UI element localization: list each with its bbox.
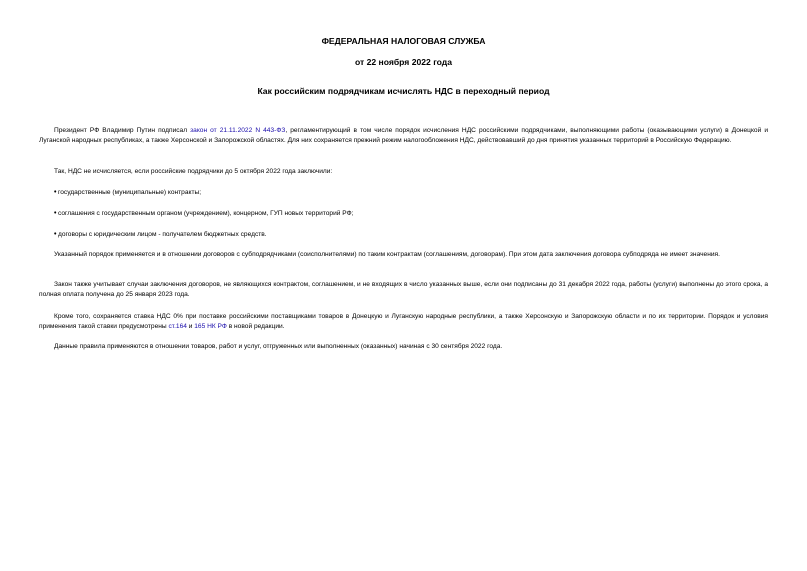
paragraph-2-text: Так, НДС не исчисляется, если российские подрядчики до 5 октября 2022 года заключили: bbox=[54, 168, 333, 175]
paragraph-5 bbox=[39, 312, 768, 333]
list-item bbox=[54, 209, 353, 219]
document-date: от 22 ноября 2022 года bbox=[354, 57, 453, 67]
paragraph-5-text-after: в новой редакции. bbox=[226, 323, 285, 331]
paragraph-6 bbox=[39, 342, 768, 352]
paragraph-3 bbox=[39, 250, 768, 260]
law-link[interactable]: закон от 21.11.2022 N 443-ФЗ bbox=[190, 127, 286, 134]
paragraph-3-text: Указанный порядок применяется и в отношении договоров с субподрядчиками (соисполнителями) по таким контрактам (соглашениям, договорам). При этом дата заключения договора субподряда не имеет значения. bbox=[54, 251, 720, 258]
list-item-text: государственные (муниципальные) контракты; bbox=[58, 189, 202, 196]
list-item bbox=[54, 188, 201, 198]
bullet-marker: • bbox=[54, 210, 57, 217]
bullet-marker: • bbox=[54, 189, 57, 196]
paragraph-2 bbox=[39, 167, 768, 177]
list-item-text: договоры с юридическим лицом - получателем бюджетных средств. bbox=[58, 231, 267, 238]
article-164-link[interactable]: ст.164 bbox=[168, 323, 187, 331]
paragraph-1-text-before: Президент РФ Владимир Путин подписал bbox=[54, 127, 191, 134]
paragraph-5-text-middle: и bbox=[186, 323, 195, 331]
document-title: Как российским подрядчикам исчислять НДС в переходный период bbox=[257, 86, 550, 96]
list-item-text: соглашения с государственным органом (учреждением), концерном, ГУП новых территорий РФ; bbox=[58, 210, 354, 217]
article-165-link[interactable]: 165 НК РФ bbox=[194, 323, 227, 331]
paragraph-1-text-after: , регламентирующий в том числе порядок исчисления НДС российскими подрядчиками, выполняющими работы (оказывающими услуги) в Донецкой и Луганской народных республиках, а также Херсонской и Запорожской областях. Для них сохраняется прежний режим налогообложения НДС, действовавший до дня принятия указанных территорий в Российскую Федерацию. bbox=[39, 127, 768, 145]
list-item bbox=[54, 230, 267, 240]
paragraph-4 bbox=[39, 280, 768, 301]
paragraph-4-text: Закон также учитывает случаи заключения договоров, не являющихся контрактом, соглашением, и не входящих в число указанных выше, если они подписаны до 31 декабря 2022 года, работы (услуги) выполнены до этого срока, а полная оплата получена до 25 января 2023 года. bbox=[39, 281, 768, 299]
paragraph-5-text-before: Кроме того, сохраняется ставка НДС 0% при поставке российскими поставщиками товаров в Донецкую и Луганскую народные республики, а также Херсонскую и Запорожскую области и по их территории. Порядок и условия применения такой ставки предусмотрены bbox=[39, 313, 768, 331]
paragraph-6-text: Данные правила применяются в отношении товаров, работ и услуг, отгруженных или выполненных (оказанных) начиная с 30 сентября 2022 года. bbox=[54, 343, 503, 350]
paragraph-1 bbox=[39, 126, 768, 147]
bullet-marker: • bbox=[54, 231, 57, 238]
organization-title: ФЕДЕРАЛЬНАЯ НАЛОГОВАЯ СЛУЖБА bbox=[321, 36, 486, 46]
